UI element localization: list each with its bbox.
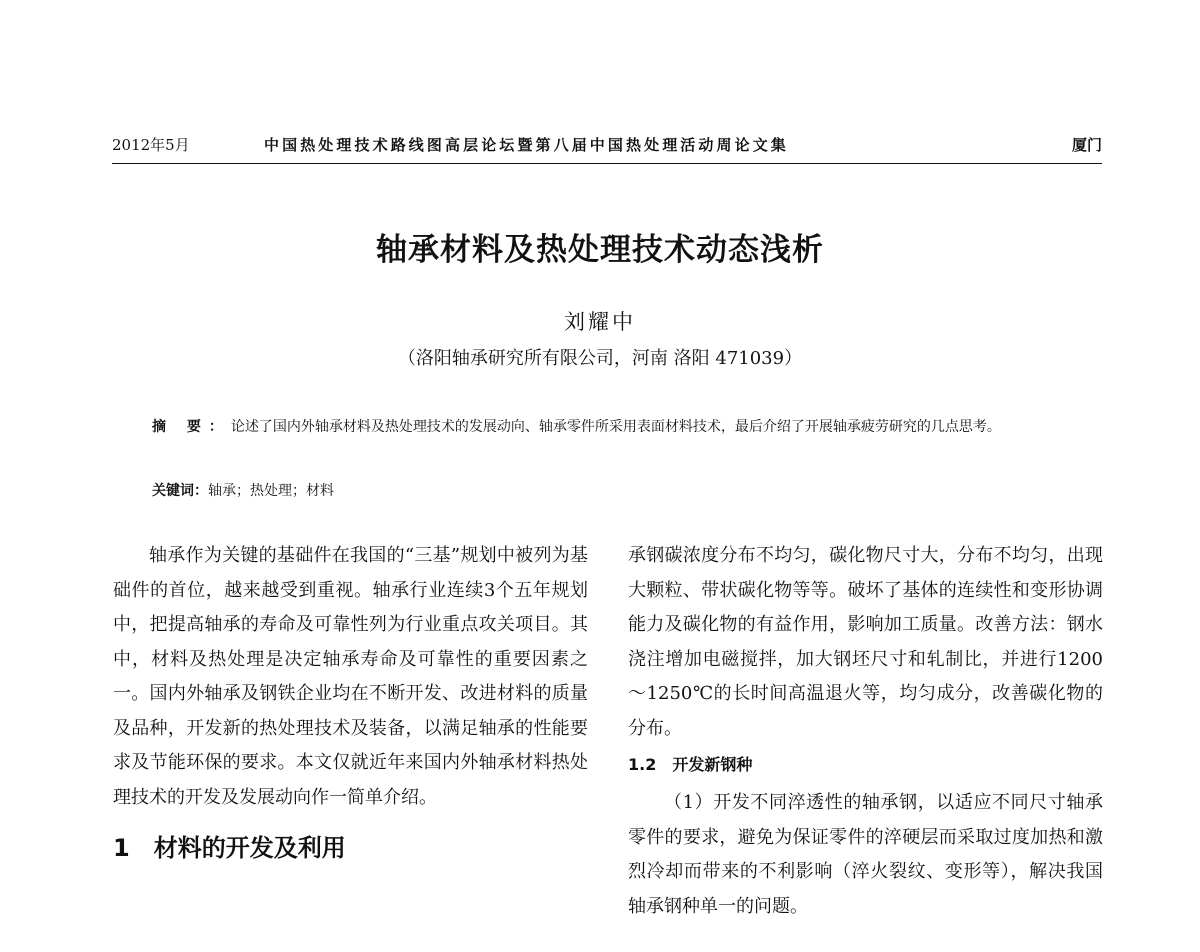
paper-title: 轴承材料及热处理技术动态浅析 <box>376 232 824 268</box>
keywords-label: 关键词： <box>152 483 208 499</box>
subsection-heading <box>628 748 1103 782</box>
abstract-label: 摘 要： <box>152 419 231 435</box>
header-journal-title: 中国热处理技术路线图高层论坛暨第八届中国热处理活动周论文集 <box>264 136 789 154</box>
subsection-number: 1.2 <box>628 755 657 774</box>
keywords-text: 轴承；热处理；材料 <box>208 483 334 499</box>
abstract <box>152 414 1072 441</box>
author-affiliation: （洛阳轴承研究所有限公司，河南 洛阳 471039） <box>397 348 803 369</box>
section-title: 材料的开发及利用 <box>153 834 346 862</box>
section-heading <box>113 831 588 866</box>
header-rule <box>112 163 1102 164</box>
section-number: 1 <box>113 834 130 862</box>
running-header <box>112 134 1102 160</box>
header-city: 厦门 <box>1071 136 1102 154</box>
abstract-text: 论述了国内外轴承材料及热处理技术的发展动向、轴承零件所采用表面材料技术，最后介绍了开展轴承疲劳研究的几点思考。 <box>230 419 1001 435</box>
header-date: 2012年5月 <box>112 136 190 154</box>
subsection-title: 开发新钢种 <box>672 755 753 774</box>
intro-paragraph: 轴承作为关键的基础件在我国的“三基”规划中被列为基础件的首位，越来越受到重视。轴承行业连续3个五年规划中，把提高轴承的寿命及可靠性列为行业重点攻关项目。其中，材料及热处理是决定轴承寿命及可靠性的重要因素之一。国内外轴承及钢铁企业均在不断开发、改进材料的质量及品种，开发新的热处理技术及装备，以满足轴承的性能要求及节能环保的要求。本文仅就近年来国内外轴承材料热处理技术的开发及发展动向作一简单介绍。 <box>113 545 588 808</box>
continued-paragraph: 承钢碳浓度分布不均匀，碳化物尺寸大，分布不均匀，出现大颗粒、带状碳化物等等。破坏了基体的连续性和变形协调能力及碳化物的有益作用，影响加工质量。改善方法：钢水浇注增加电磁搅拌，加大钢坯尺寸和轧制比，并进行1200～1250℃的长时间高温退火等，均匀成分，改善碳化物的分布。 <box>628 545 1103 739</box>
author-name: 刘耀中 <box>564 310 636 334</box>
list-item-paragraph: （1）开发不同淬透性的轴承钢，以适应不同尺寸轴承零件的要求，避免为保证零件的淬硬层而采取过度加热和激烈冷却而带来的不利影响（淬火裂纹、变形等），解决我国轴承钢种单一的问题。 <box>628 792 1103 917</box>
left-column <box>113 539 588 866</box>
right-column <box>628 539 1103 924</box>
keywords <box>152 480 334 500</box>
